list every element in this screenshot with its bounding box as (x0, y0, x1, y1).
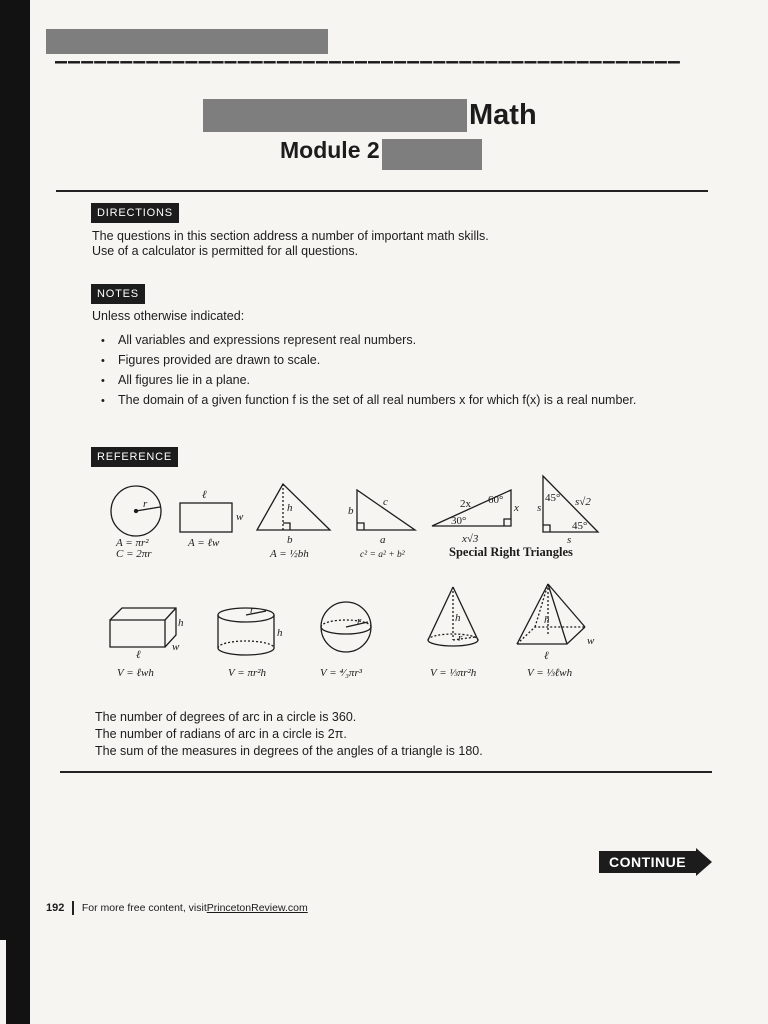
box-width-label: w (172, 641, 180, 653)
cone-volume-formula: V = ⅓πr²h (430, 667, 477, 679)
directions-label: DIRECTIONS (91, 203, 179, 223)
leg-x-root3-label: x√3 (462, 533, 479, 545)
hyp-2x-label: 2x (460, 498, 471, 510)
box-length-label: ℓ (136, 649, 141, 661)
circle-circumference-formula: C = 2πr (116, 548, 152, 560)
leg-x-label: x (514, 502, 519, 514)
footer-link[interactable]: PrincetonReview.com (206, 902, 308, 914)
right-triangle-c-label: c (383, 496, 388, 508)
angle-45-bottom-label: 45° (572, 520, 588, 532)
triangle-height-label: h (287, 502, 293, 514)
pyramid-volume-formula: V = ⅓ℓwh (527, 667, 573, 679)
sphere-figure (321, 602, 371, 652)
pyramid-height-label: h (544, 614, 550, 626)
cylinder-figure (218, 608, 274, 655)
directions-line-1: The questions in this section address a number of important math skills. (92, 229, 489, 243)
page-footer (46, 901, 308, 915)
cone-figure (428, 587, 478, 646)
cone-radius-label: r (458, 632, 463, 644)
dashed-rule: ———————————————————————————————————————————————— (55, 54, 681, 68)
box-figure (110, 608, 176, 647)
cylinder-radius-label: r (250, 604, 255, 616)
sphere-volume-formula: V = ⁴⁄₃πr³ (320, 667, 363, 679)
leg-s-label: s (537, 502, 542, 514)
base-s-label: s (567, 534, 572, 546)
circle-radius-label: r (143, 498, 148, 510)
notes-label: NOTES (91, 284, 145, 304)
bottom-divider (60, 771, 712, 773)
continue-label: CONTINUE (609, 854, 687, 870)
right-triangle-a-label: a (380, 534, 386, 546)
rectangle-width-label: w (236, 511, 244, 523)
rectangle-area-formula: A = ℓw (188, 537, 220, 549)
cone-height-label: h (455, 612, 461, 624)
reference-label: REFERENCE (91, 447, 178, 467)
rectangle-length-label: ℓ (202, 489, 207, 501)
angle-60-label: 60° (488, 494, 504, 506)
page-title: Math (469, 99, 537, 131)
pyramid-length-label: ℓ (544, 650, 549, 662)
box-volume-formula: V = ℓwh (117, 667, 154, 679)
triangle-figure (257, 484, 330, 530)
right-triangle-b-label: b (348, 505, 354, 517)
fact-degrees: The number of degrees of arc in a circle is 360. (95, 710, 357, 724)
angle-45-top-label: 45° (545, 492, 561, 504)
cylinder-height-label: h (277, 627, 283, 639)
angle-30-label: 30° (451, 515, 467, 527)
continue-button[interactable] (599, 848, 713, 876)
footer-text: For more free content, visit (81, 902, 207, 914)
rectangle-figure (180, 503, 232, 532)
pythagorean-formula: c² = a² + b² (360, 550, 405, 560)
special-right-triangles-title: Special Right Triangles (449, 545, 573, 559)
module-title: Module 2 (280, 137, 380, 163)
circle-area-formula: A = πr² (116, 537, 149, 549)
directions-line-2: Use of a calculator is permitted for all questions. (92, 244, 359, 258)
footer-separator (72, 901, 74, 915)
triangle-area-formula: A = ½bh (270, 548, 309, 560)
list-item: • All variables and expressions represent real numbers. (100, 332, 640, 348)
notes-intro: Unless otherwise indicated: (92, 309, 245, 323)
list-item: • Figures provided are drawn to scale. (100, 352, 640, 368)
box-height-label: h (178, 617, 184, 629)
pyramid-width-label: w (587, 635, 595, 647)
triangle-base-label: b (287, 534, 293, 546)
list-item: • All figures lie in a plane. (100, 372, 640, 388)
hyp-s-root2-label: s√2 (575, 496, 591, 508)
page-number: 192 (46, 902, 65, 914)
fact-radians: The number of radians of arc in a circle is 2π. (95, 727, 347, 741)
cylinder-volume-formula: V = πr²h (228, 667, 267, 679)
circle-figure (111, 486, 161, 536)
arrow-right-icon (696, 848, 712, 876)
fact-triangle-sum: The sum of the measures in degrees of the angles of a triangle is 180. (95, 744, 483, 758)
pyramid-figure (517, 584, 585, 644)
list-item: • The domain of a given function f is the set of all real numbers x for which f(x) is a real number. (100, 392, 640, 408)
sphere-radius-label: r (357, 615, 362, 627)
